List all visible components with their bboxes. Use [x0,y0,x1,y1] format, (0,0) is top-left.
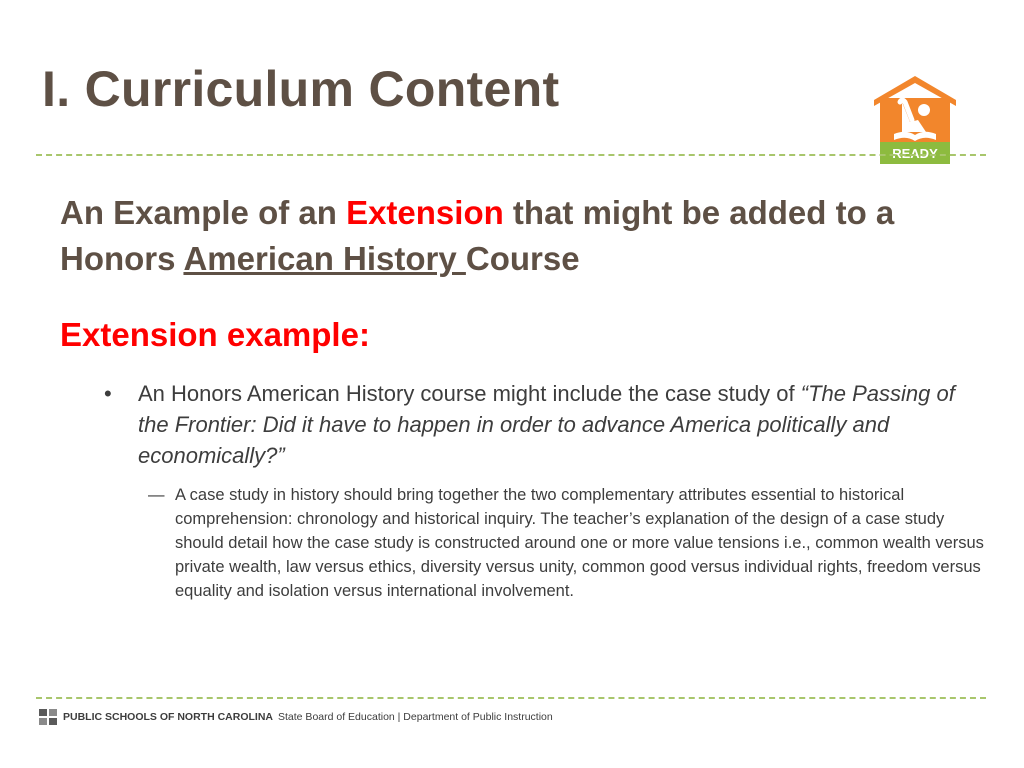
bullet-marker: • [104,381,112,406]
ready-logo-label: READY [892,146,938,161]
subtitle-underlined: American History [183,240,466,277]
bullet-text-italic: “The Passing of the Frontier: Did it have to happen in order to advance America politically and economically?” [138,381,955,468]
subtitle-part1: An Example of an [60,194,347,231]
footer [38,708,553,726]
nc-seal-icon [38,708,58,726]
subtitle-accent: Extension [346,194,504,231]
subtitle-part3: Course [465,240,580,277]
bottom-divider [36,697,986,699]
subtitle-part2: that might be added to a Honors [60,194,895,277]
bullet-text [138,378,984,471]
extension-heading: Extension example: [60,316,370,353]
sub-bullet-marker: — [148,486,165,504]
sub-bullet-item [148,483,988,603]
sub-bullet-text: A case study in history should bring together the two complementary attributes essential to historical comprehension: chronology and historical inquiry. The teacher’s explanation of the design of a case study should detail how the case study is constructed around one or more value tensions i.e., common wealth versus private wealth, law versus ethics, diversity versus unity, common good versus individual rights, freedom versus equality and isolation versus international involvement. [175,486,984,600]
ready-logo-icon [872,74,958,166]
footer-dept: State Board of Education | Department of Public Instruction [278,711,553,723]
bullet-text-plain: An Honors American History course might include the case study of [138,381,801,406]
slide-subtitle [60,190,1000,282]
footer-org: PUBLIC SCHOOLS OF NORTH CAROLINA [63,711,273,723]
top-divider [36,154,986,156]
slide-title: I. Curriculum Content [42,61,560,117]
bullet-item [104,378,984,471]
